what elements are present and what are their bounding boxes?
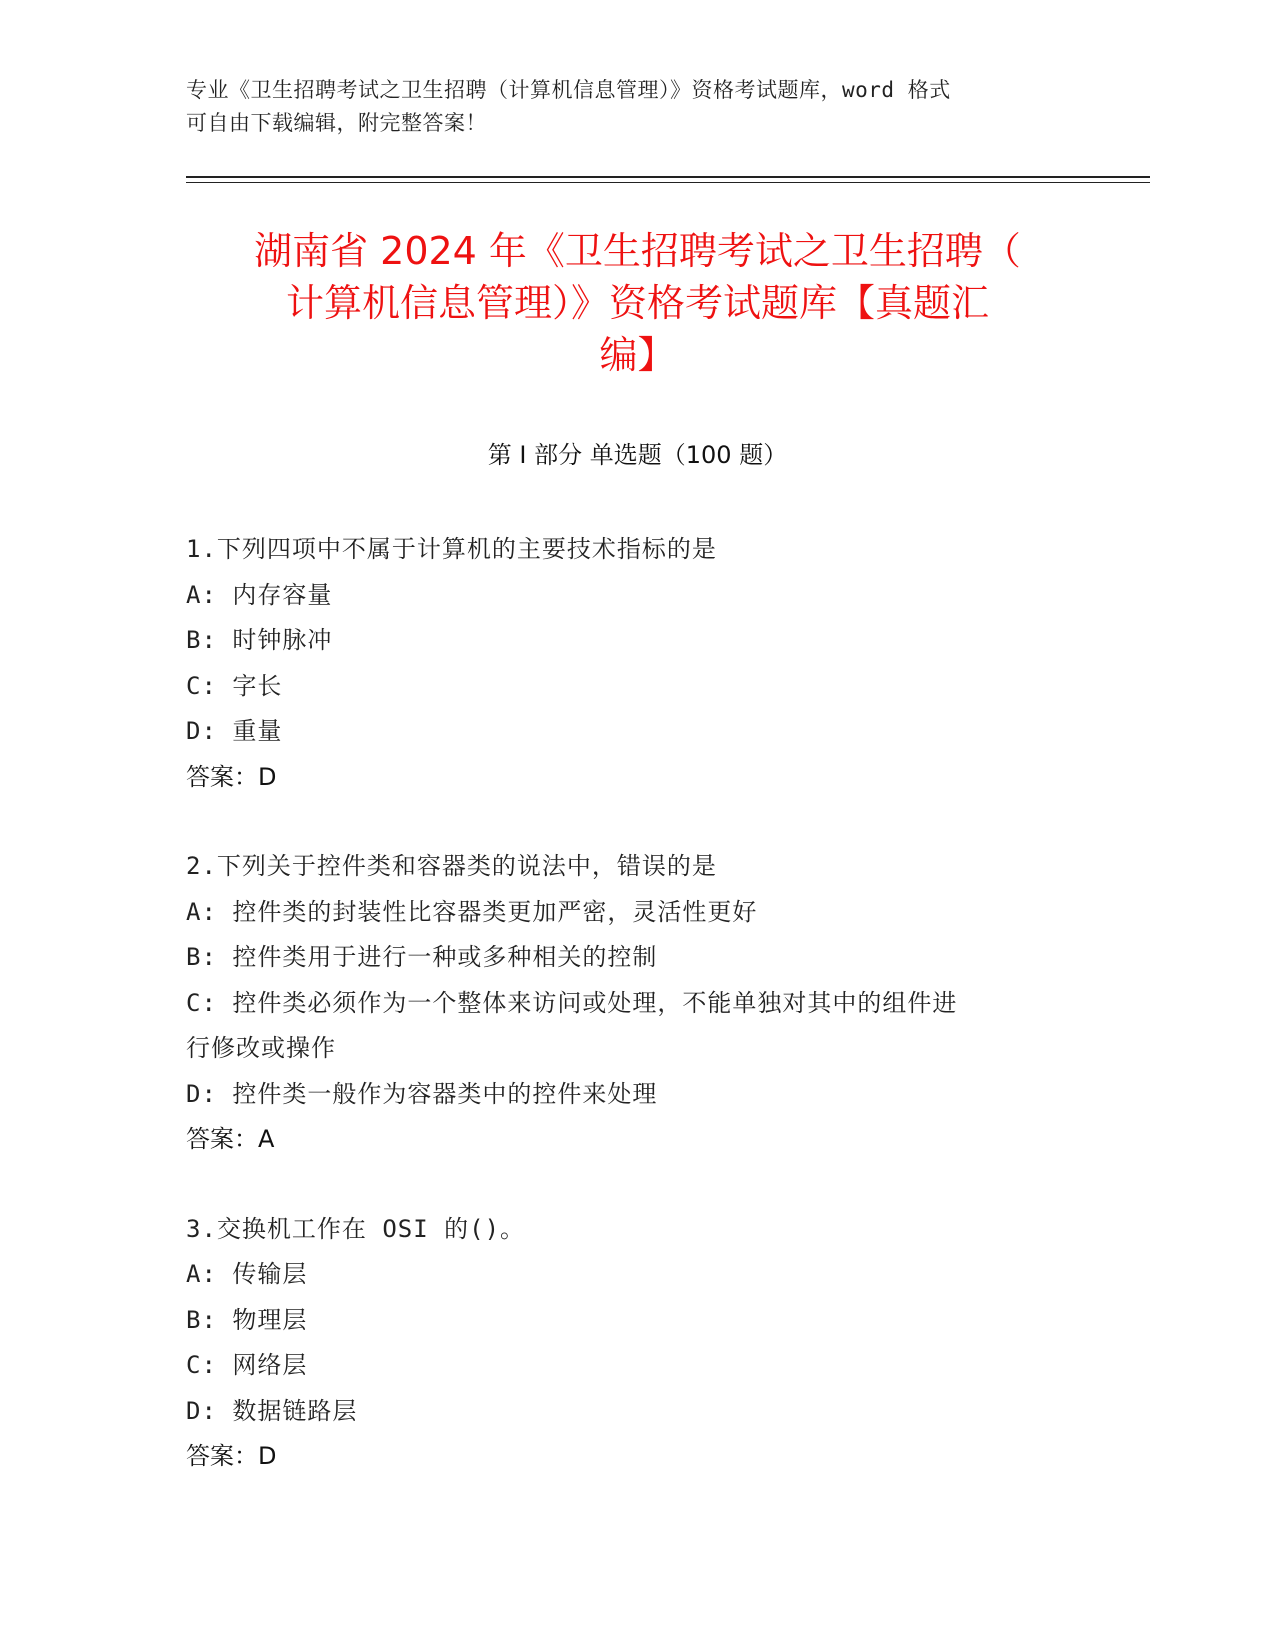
question-option: A: 传输层 <box>186 1260 308 1288</box>
question-list <box>186 527 1086 1524</box>
document-title-line-3: 编】 <box>599 333 676 377</box>
question-option: C: 网络层 <box>186 1351 308 1379</box>
question-item <box>186 1207 1086 1480</box>
question-option: D: 重量 <box>186 717 283 745</box>
question-option: D: 数据链路层 <box>186 1396 358 1425</box>
question-answer: 答案：A <box>186 1125 275 1153</box>
question-option: C: 字长 <box>186 671 283 700</box>
question-option: B: 时钟脉冲 <box>186 626 333 654</box>
header-divider-thick <box>186 176 1150 178</box>
section-heading: 第 I 部分 单选题（100 题） <box>487 441 788 469</box>
question-option: A: 内存容量 <box>186 580 333 609</box>
document-title <box>170 225 1105 381</box>
document-title-line-2: 计算机信息管理）》资格考试题库【真题汇 <box>285 281 989 325</box>
question-option: C: 控件类必须作为一个整体来访问或处理，不能单独对其中的组件进 <box>186 988 958 1017</box>
question-option-continuation: 行修改或操作 <box>186 1034 336 1062</box>
question-item <box>186 844 1086 1163</box>
question-stem: 2.下列关于控件类和容器类的说法中，错误的是 <box>186 852 717 880</box>
question-stem: 3.交换机工作在 OSI 的()。 <box>186 1214 526 1243</box>
question-option: B: 控件类用于进行一种或多种相关的控制 <box>186 943 658 971</box>
question-stem: 1.下列四项中不属于计算机的主要技术指标的是 <box>186 535 717 563</box>
document-title-line-1: 湖南省 2024 年《卫生招聘考试之卫生招聘（ <box>254 229 1021 273</box>
question-option: B: 物理层 <box>186 1305 308 1334</box>
question-option: D: 控件类一般作为容器类中的控件来处理 <box>186 1079 658 1108</box>
header-divider-thin <box>186 182 1150 183</box>
header-note <box>186 74 1086 140</box>
header-note-line-1: 专业《卫生招聘考试之卫生招聘（计算机信息管理）》资格考试题库，word 格式 <box>186 78 951 102</box>
header-note-line-2: 可自由下载编辑，附完整答案！ <box>186 111 487 135</box>
question-item <box>186 527 1086 800</box>
question-answer: 答案：D <box>186 1442 277 1470</box>
question-answer: 答案：D <box>186 762 277 791</box>
question-option: A: 控件类的封装性比容器类更加严密，灵活性更好 <box>186 897 758 926</box>
